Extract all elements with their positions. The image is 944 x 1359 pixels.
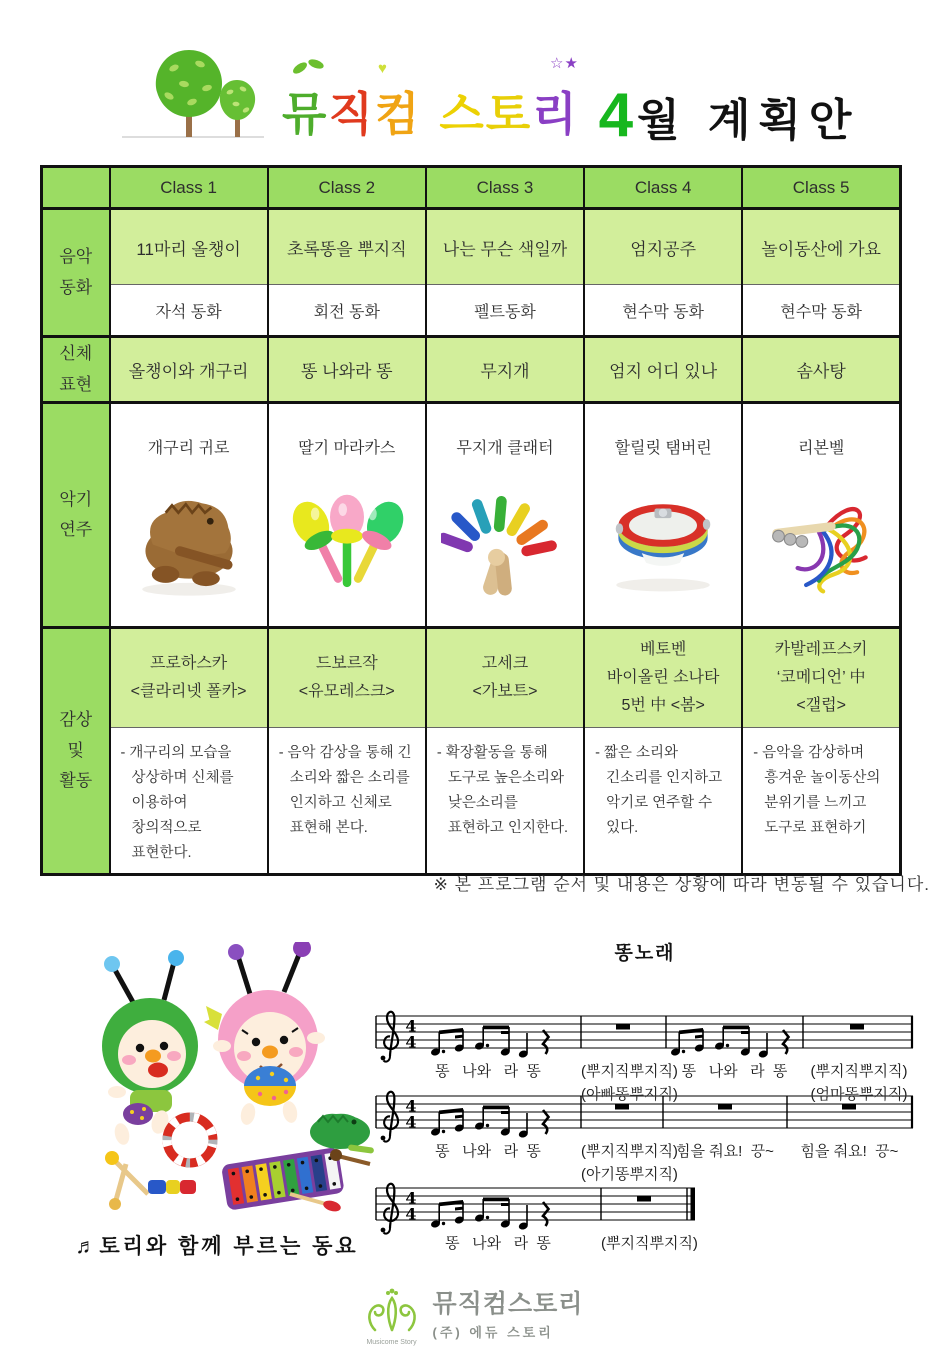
row-label-body-expression [42,337,110,403]
story-type-cell: 회전 동화 [268,285,426,337]
footer-brand [0,1286,944,1346]
listening-piece-cell [268,628,426,728]
instrument-name: 할릴릿 탬버린 [614,439,712,457]
lyrics-line-3 [375,1232,697,1255]
instrument-name: 개구리 귀로 [147,439,230,457]
trees-icon [118,44,268,144]
body-expression-cell: 무지개 [426,337,584,403]
column-header: Class 4 [584,167,742,209]
svg-text:4: 4 [405,1032,417,1052]
lyric-segment: 힘을 줘요! 끙~ [800,1143,899,1160]
story-title-cell: 엄지공주 [584,209,742,285]
instrument-cell [584,403,742,628]
leaf-icon [291,60,309,76]
song-title: 똥노래 [614,943,676,964]
piece-line: 5번 中 <봄> [621,697,705,715]
row-label-line: 감상 [59,710,93,730]
row-label-line: 동화 [59,277,93,297]
pink-bug-character [204,942,325,1126]
monthly-plan-table [40,165,902,876]
svg-text:4: 4 [405,1112,417,1132]
lyric-segment: (뿌지직뿌지직) (엄마똥뿌지직) [810,1063,908,1104]
row-label-line: 및 [67,740,84,760]
toy-frog-icon [310,1114,374,1154]
svg-text:4: 4 [405,1204,417,1224]
body-expression-cell: 올챙이와 개구리 [110,337,268,403]
column-header: Class 5 [742,167,900,209]
story-type-cell: 자석 동화 [110,285,268,337]
story-type-cell: 펠트동화 [426,285,584,337]
svg-text:4: 4 [405,1016,417,1036]
logo-char: 컴 [374,88,422,140]
column-header: Class 1 [110,167,268,209]
lyric-segment: 똥 나와 라 똥 [435,1143,541,1160]
body-expression-cell: 솜사탕 [742,337,900,403]
ribbon-bells-image [757,466,885,602]
logo-char: 토 [485,88,533,140]
piece-line: <가보트> [472,683,538,701]
page-title-text: 월 계획안 [637,95,860,145]
footnote: ※ 본 프로그램 순서 및 내용은 상황에 따라 변동될 수 있습니다. [433,875,930,894]
activity-cell [110,728,268,875]
music-story-type-row [42,285,901,337]
lyric-segment: (뿌지직뿌지직) (아기똥뿌지직) [581,1143,678,1184]
instrument-name: 리본벨 [797,439,845,457]
footer-logo-caption: Musicome Story [366,1339,417,1346]
logo-char: 리 [532,88,579,140]
listening-piece-cell [426,628,584,728]
row-label-music-story [42,209,110,337]
story-title-cell: 초록똥을 뿌지직 [268,209,426,285]
row-label-line: 연주 [59,520,93,540]
instrument-cell [742,403,900,628]
table-header-row [42,167,901,209]
instrument-row [42,403,901,628]
instrument-cell [426,403,584,628]
tambourine-image [599,466,727,602]
footer-brand-name: 뮤직컴스토리 [432,1290,584,1319]
piece-line: <갤럽> [796,697,846,715]
mascot-characters-image [52,942,382,1232]
star-icon: ☆★ [550,55,579,72]
instrument-name: 딸기 마라카스 [298,439,396,457]
story-title-cell: 나는 무슨 색일까 [426,209,584,285]
lyric-segment: 힘을 줘요! 끙~ [676,1143,774,1160]
piece-line: ‘코메디언’ 中 [776,669,866,687]
column-header: Class 3 [426,167,584,209]
month-number: 4 [598,81,634,151]
logo-char: 뮤 [282,88,329,140]
svg-text:4: 4 [405,1096,417,1116]
activity-cell [268,728,426,875]
activity-text: - 음악 감상을 통해 긴 소리와 짧은 소리를 인지하고 신체로 표현해 본다. [278,745,412,836]
lyric-segment: 똥 나와 라 똥 [435,1063,541,1080]
piece-line: 베토벤 [639,641,687,659]
piece-line: <유모레스크> [298,683,395,701]
svg-text:4: 4 [405,1188,417,1208]
wooden-frog-guiro-image [125,466,253,602]
footer-company-name: (주) 에듀 스토리 [432,1324,554,1340]
listening-piece-cell [742,628,900,728]
activity-text: - 음악을 감상하며 흥겨운 놀이동산의 분위기를 느끼고 도구로 표현하기 [753,745,881,836]
row-label-line: 신체 [59,344,93,363]
story-title-cell: 놀이동산에 가요 [742,209,900,285]
music-story-title-row [42,209,901,285]
heart-icon: ♥ [378,60,387,77]
activity-text: - 짧은 소리와 긴소리를 인지하고 악기로 연주할 수 있다. [595,745,723,836]
piece-line: 고세크 [481,655,529,673]
songs-caption: ♬토리와 함께 부르는 동요 [75,1235,359,1258]
lyric-segment: (뿌지직뿌지직) (아빠똥뿌지직) [581,1063,678,1104]
instrument-name: 무지개 클래터 [456,439,554,457]
musicome-story-logo-icon [361,1286,423,1336]
listening-piece-cell [110,628,268,728]
lyric-segment: 똥 나와 라 똥 [445,1235,551,1252]
story-type-cell: 현수막 동화 [742,285,900,337]
activity-row [42,728,901,875]
piece-line: 카발레프스키 [774,641,868,659]
brand-logo [282,56,579,144]
piece-line: <클라리넷 폴카> [130,683,247,701]
instrument-cell [268,403,426,628]
toy-tambourine-icon [167,1117,213,1163]
logo-char: 직 [328,88,375,140]
piece-line: 바이올린 소나타 [606,669,720,687]
row-label-line: 표현 [59,374,93,394]
listening-piece-cell [584,628,742,728]
listening-piece-row [42,628,901,728]
egg-maracas-image [283,466,411,602]
page-title [118,44,860,151]
activity-text: - 확장활동을 통해 도구로 높은소리와 낮은소리를 표현하고 인지한다. [436,745,568,836]
lyric-segment: (뿌지직뿌지직) [601,1235,698,1252]
footer-logo [361,1286,423,1346]
corner-cell [42,167,110,209]
piece-line: 드보르작 [315,655,378,673]
logo-char: 스 [439,88,486,140]
lyric-segment: 똥 나와 라 똥 [681,1063,788,1080]
leaf-icon [307,58,325,71]
row-label-line: 활동 [59,771,93,791]
row-label-instrument [42,403,110,628]
piece-line: 프로하스카 [149,655,228,673]
rainbow-clatter-image [441,466,569,602]
activity-text: - 개구리의 모습을 상상하며 신체를 이용하여 창의적으로 표현한다. [120,745,234,861]
body-expression-cell: 엄지 어디 있나 [584,337,742,403]
column-header: Class 2 [268,167,426,209]
row-label-line: 악기 [59,489,93,509]
row-label-line: 음악 [59,246,93,266]
activity-cell [426,728,584,875]
body-expression-cell: 똥 나와라 똥 [268,337,426,403]
instrument-cell [110,403,268,628]
activity-cell [742,728,900,875]
story-type-cell: 현수막 동화 [584,285,742,337]
row-label-listening [42,628,110,875]
story-title-cell: 11마리 올챙이 [110,209,268,285]
body-expression-row [42,337,901,403]
activity-cell [584,728,742,875]
brand-logo-text [282,88,579,140]
